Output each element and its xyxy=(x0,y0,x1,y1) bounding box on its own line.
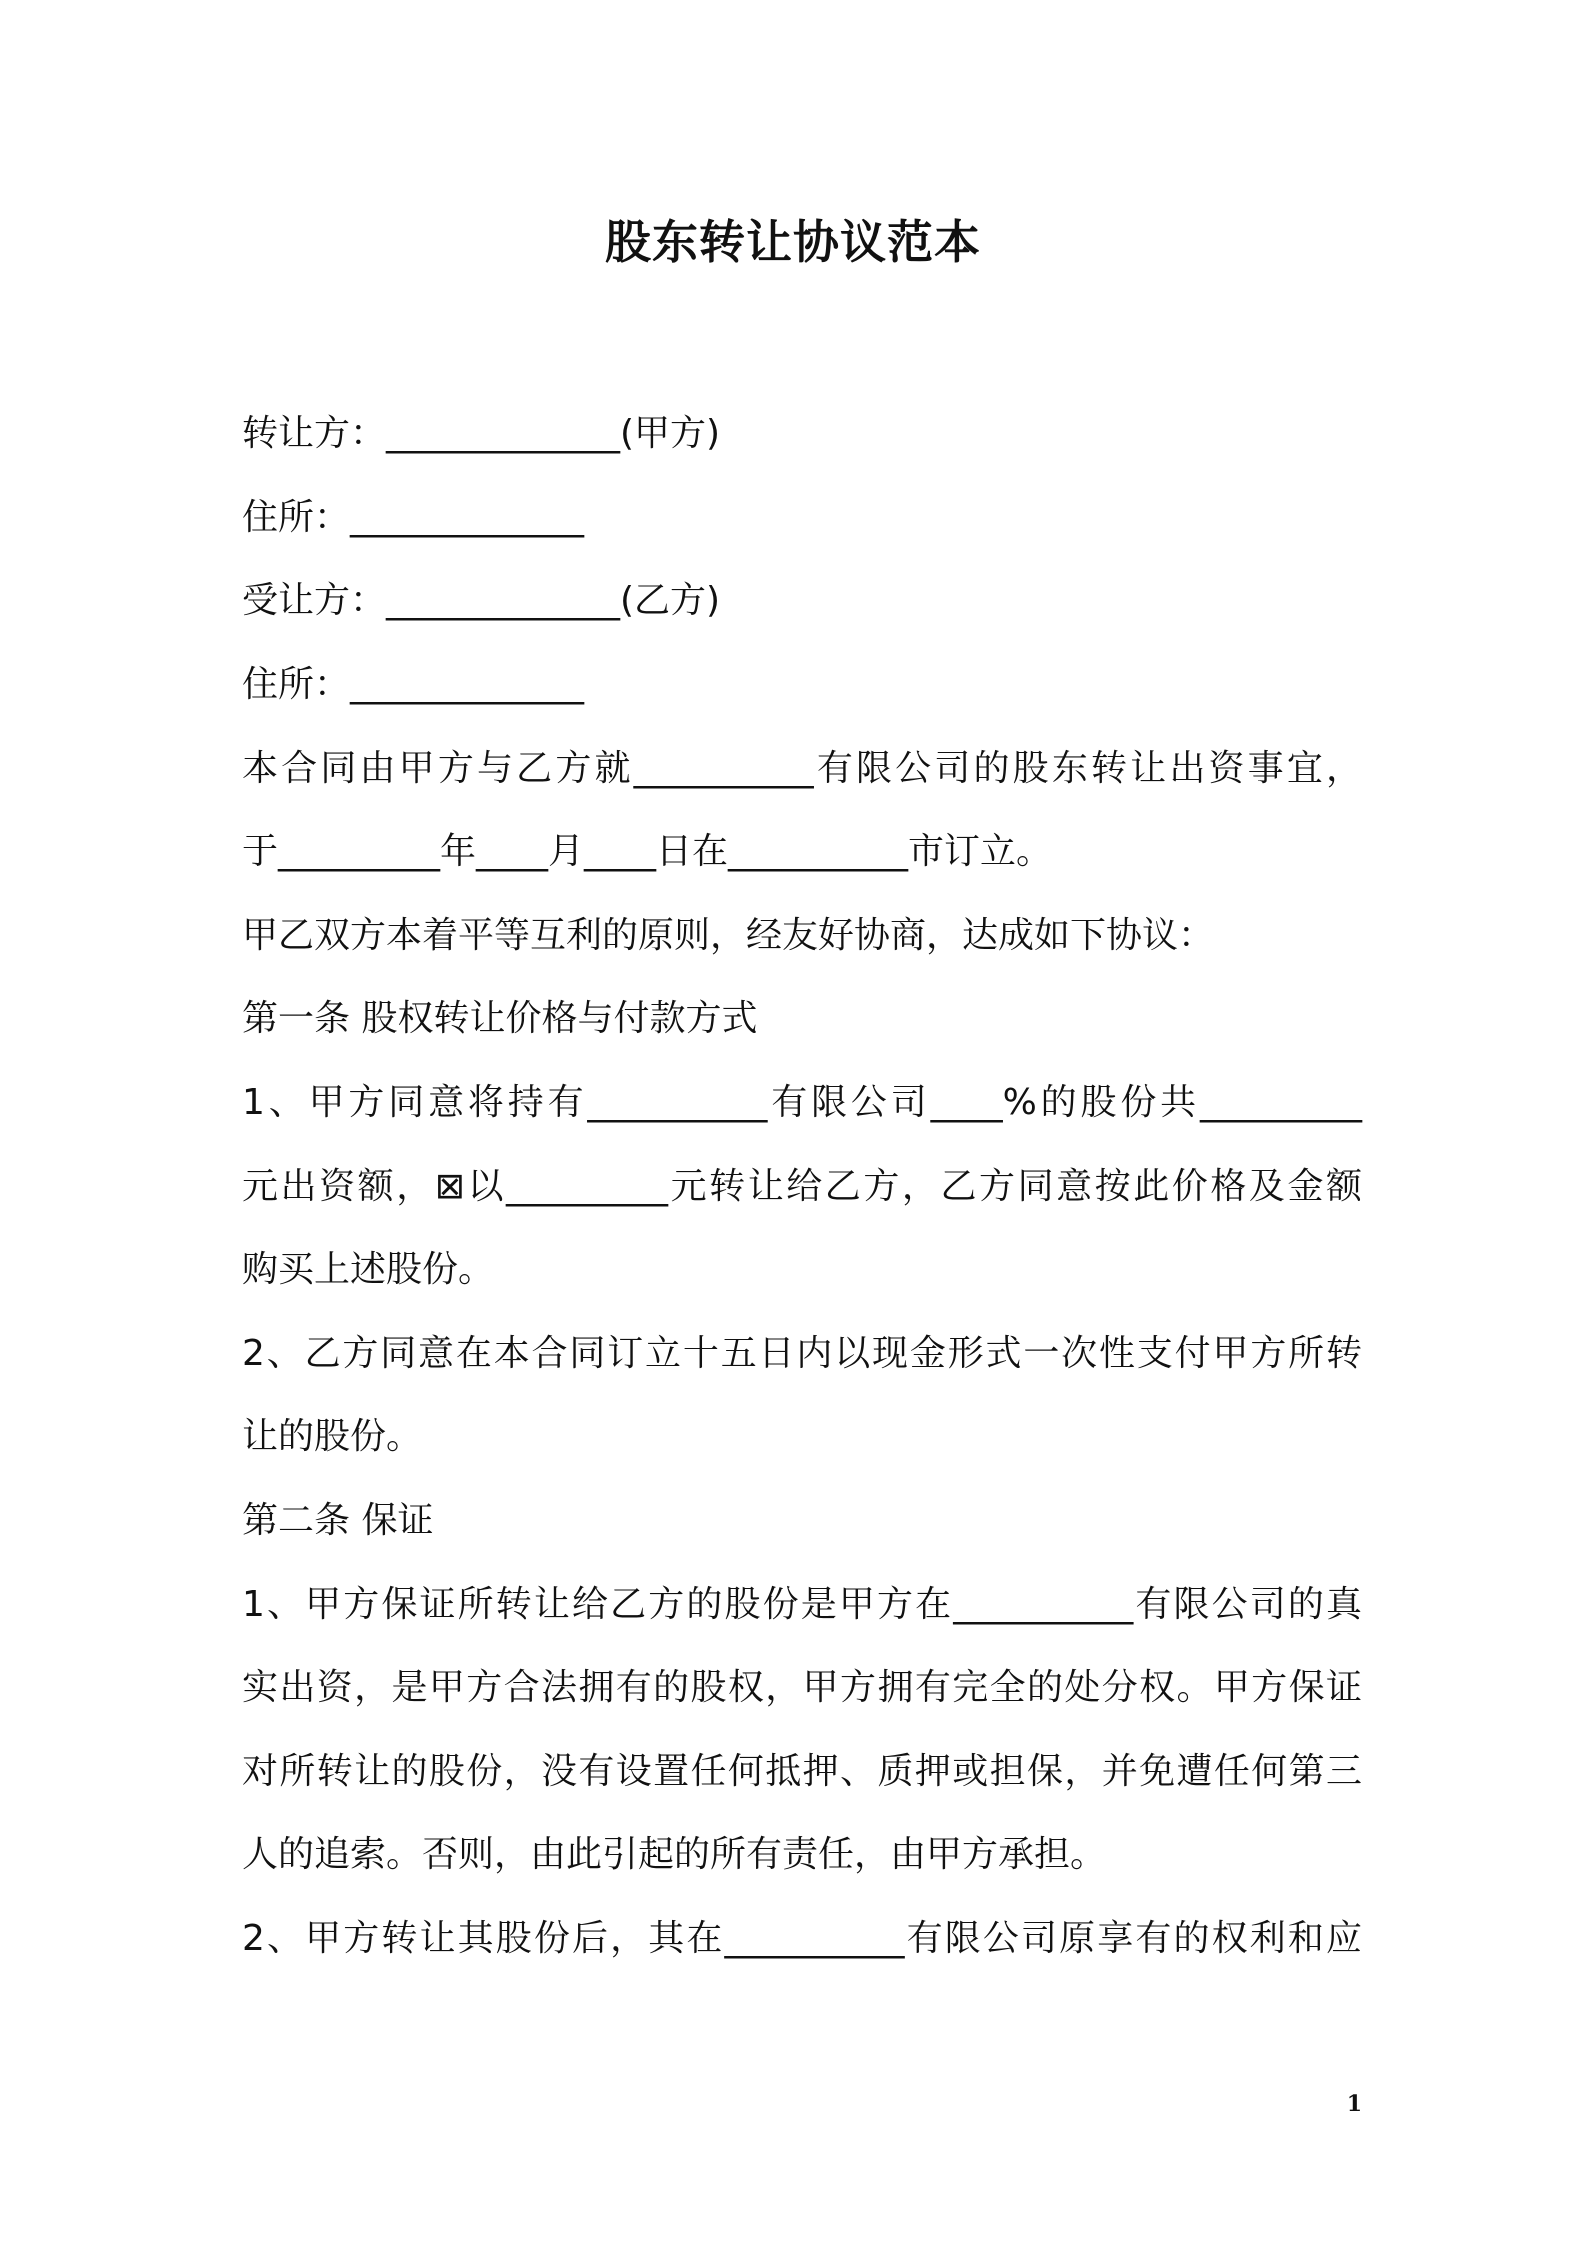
transferor-line: 转让方：_____________(甲方) xyxy=(242,413,721,454)
document-title: 股东转让协议范本 xyxy=(605,215,981,269)
body-line: 2、乙方同意在本合同订立十五日内以现金形式一次性支付甲方所转 xyxy=(242,1333,1362,1374)
section-heading: 第二条 保证 xyxy=(242,1500,434,1541)
body-line: 甲乙双方本着平等互利的原则，经友好协商，达成如下协议： xyxy=(242,915,1215,956)
body-line: 1、甲方保证所转让给乙方的股份是甲方在__________有限公司的真 xyxy=(242,1584,1362,1625)
body-line: 让的股份。 xyxy=(242,1416,423,1457)
body-line: 人的追索。否则，由此引起的所有责任，由甲方承担。 xyxy=(242,1834,1107,1875)
body-line: 1、甲方同意将持有__________有限公司____%的股份共_________ xyxy=(242,1082,1362,1123)
page-number: 1 xyxy=(1346,2091,1362,2117)
section-heading: 第一条 股权转让价格与付款方式 xyxy=(242,998,758,1039)
transferor-address-line: 住所：_____________ xyxy=(242,497,585,538)
transferee-address-line: 住所：_____________ xyxy=(242,664,585,705)
transferee-line: 受让方：_____________(乙方) xyxy=(242,580,721,621)
body-line: 于_________年____月____日在__________市订立。 xyxy=(242,831,1053,872)
body-line: 本合同由甲方与乙方就__________有限公司的股东转让出资事宜， xyxy=(242,748,1362,789)
body-line: 元出资额，⊠以_________元转让给乙方，乙方同意按此价格及金额 xyxy=(242,1166,1362,1207)
body-line: 实出资，是甲方合法拥有的股权，甲方拥有完全的处分权。甲方保证 xyxy=(242,1667,1362,1708)
body-line: 对所转让的股份，没有设置任何抵押、质押或担保，并免遭任何第三 xyxy=(242,1751,1362,1792)
body-line: 2、甲方转让其股份后，其在__________有限公司原享有的权利和应 xyxy=(242,1918,1362,1959)
body-line: 购买上述股份。 xyxy=(242,1249,495,1290)
